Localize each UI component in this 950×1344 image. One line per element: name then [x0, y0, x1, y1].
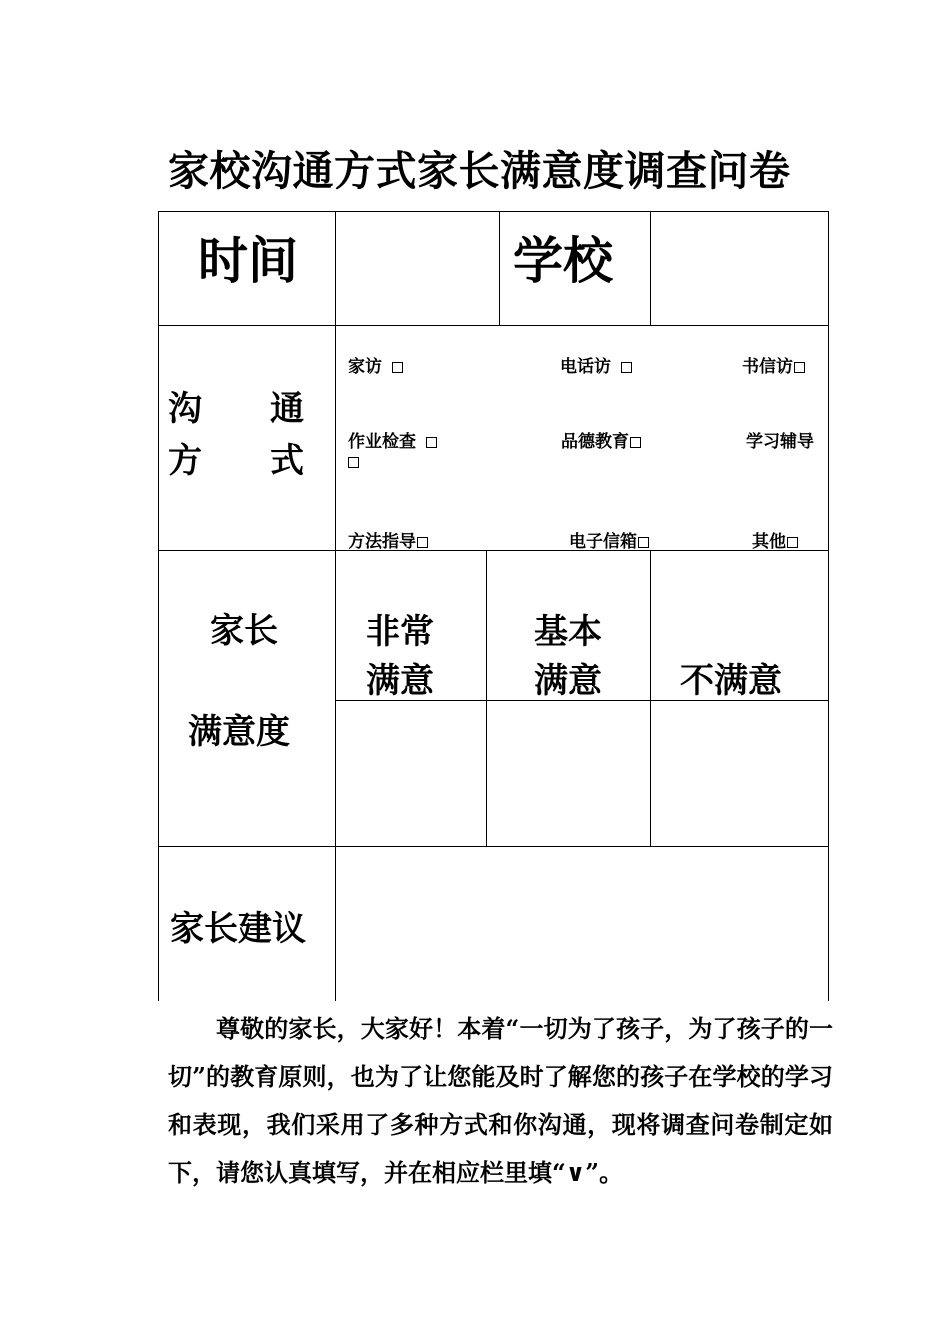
survey-table	[158, 211, 829, 1001]
option-email[interactable]: 电子信箱	[569, 527, 649, 552]
option-letter-visit[interactable]: 书信访	[742, 352, 805, 377]
school-field[interactable]	[651, 212, 828, 325]
checkbox-icon[interactable]	[392, 362, 403, 373]
time-field[interactable]	[336, 212, 499, 325]
very-satisfied-line2: 满意	[366, 661, 434, 701]
basic-satisfied-line1: 基本	[534, 612, 602, 652]
satisfaction-label-line1: 家长	[210, 611, 278, 651]
checkbox-icon[interactable]	[621, 362, 632, 373]
option-method-guidance[interactable]: 方法指导	[348, 527, 428, 552]
option-home-visit[interactable]: 家访	[348, 352, 403, 377]
page-title: 家校沟通方式家长满意度调查问卷	[168, 147, 791, 195]
methods-label-line2: 方 式	[168, 441, 304, 481]
not-satisfied-label: 不满意	[680, 661, 782, 701]
basic-satisfied-cell[interactable]	[487, 701, 650, 846]
intro-text: 尊敬的家长，大家好！本着“一切为了孩子，为了孩子的一切”的教育原则，也为了让您能及时了解您的孩子在学校的学习和表现，我们采用了多种方式和你沟通，现将调查问卷制定如下，请您认真填写，并在相应栏里填“∨”。	[168, 1014, 833, 1187]
intro-paragraph	[168, 1005, 833, 1197]
satisfaction-label-line2: 满意度	[188, 712, 290, 752]
basic-satisfied-line2: 满意	[534, 661, 602, 701]
not-satisfied-cell[interactable]	[651, 701, 828, 846]
checkbox-icon[interactable]	[348, 457, 359, 468]
checkbox-icon[interactable]	[426, 437, 437, 448]
checkbox-icon[interactable]	[638, 537, 649, 548]
option-homework-check[interactable]: 作业检查	[348, 427, 437, 452]
very-satisfied-line1: 非常	[366, 612, 434, 652]
checkbox-icon[interactable]	[630, 437, 641, 448]
option-study-tutoring[interactable]: 学习辅导	[746, 432, 814, 452]
school-label: 学校	[513, 231, 613, 290]
very-satisfied-cell[interactable]	[336, 701, 486, 846]
methods-label-line1: 沟 通	[168, 389, 304, 429]
checkbox-icon[interactable]	[417, 537, 428, 548]
option-moral-education[interactable]: 品德教育	[561, 427, 641, 452]
checkbox-icon[interactable]	[787, 537, 798, 548]
suggestion-field[interactable]	[336, 847, 828, 1001]
option-phone-visit[interactable]: 电话访	[560, 352, 632, 377]
option-other[interactable]: 其他	[752, 527, 798, 552]
time-label: 时间	[198, 231, 298, 290]
suggestion-label: 家长建议	[170, 909, 306, 949]
checkbox-icon[interactable]	[794, 362, 805, 373]
